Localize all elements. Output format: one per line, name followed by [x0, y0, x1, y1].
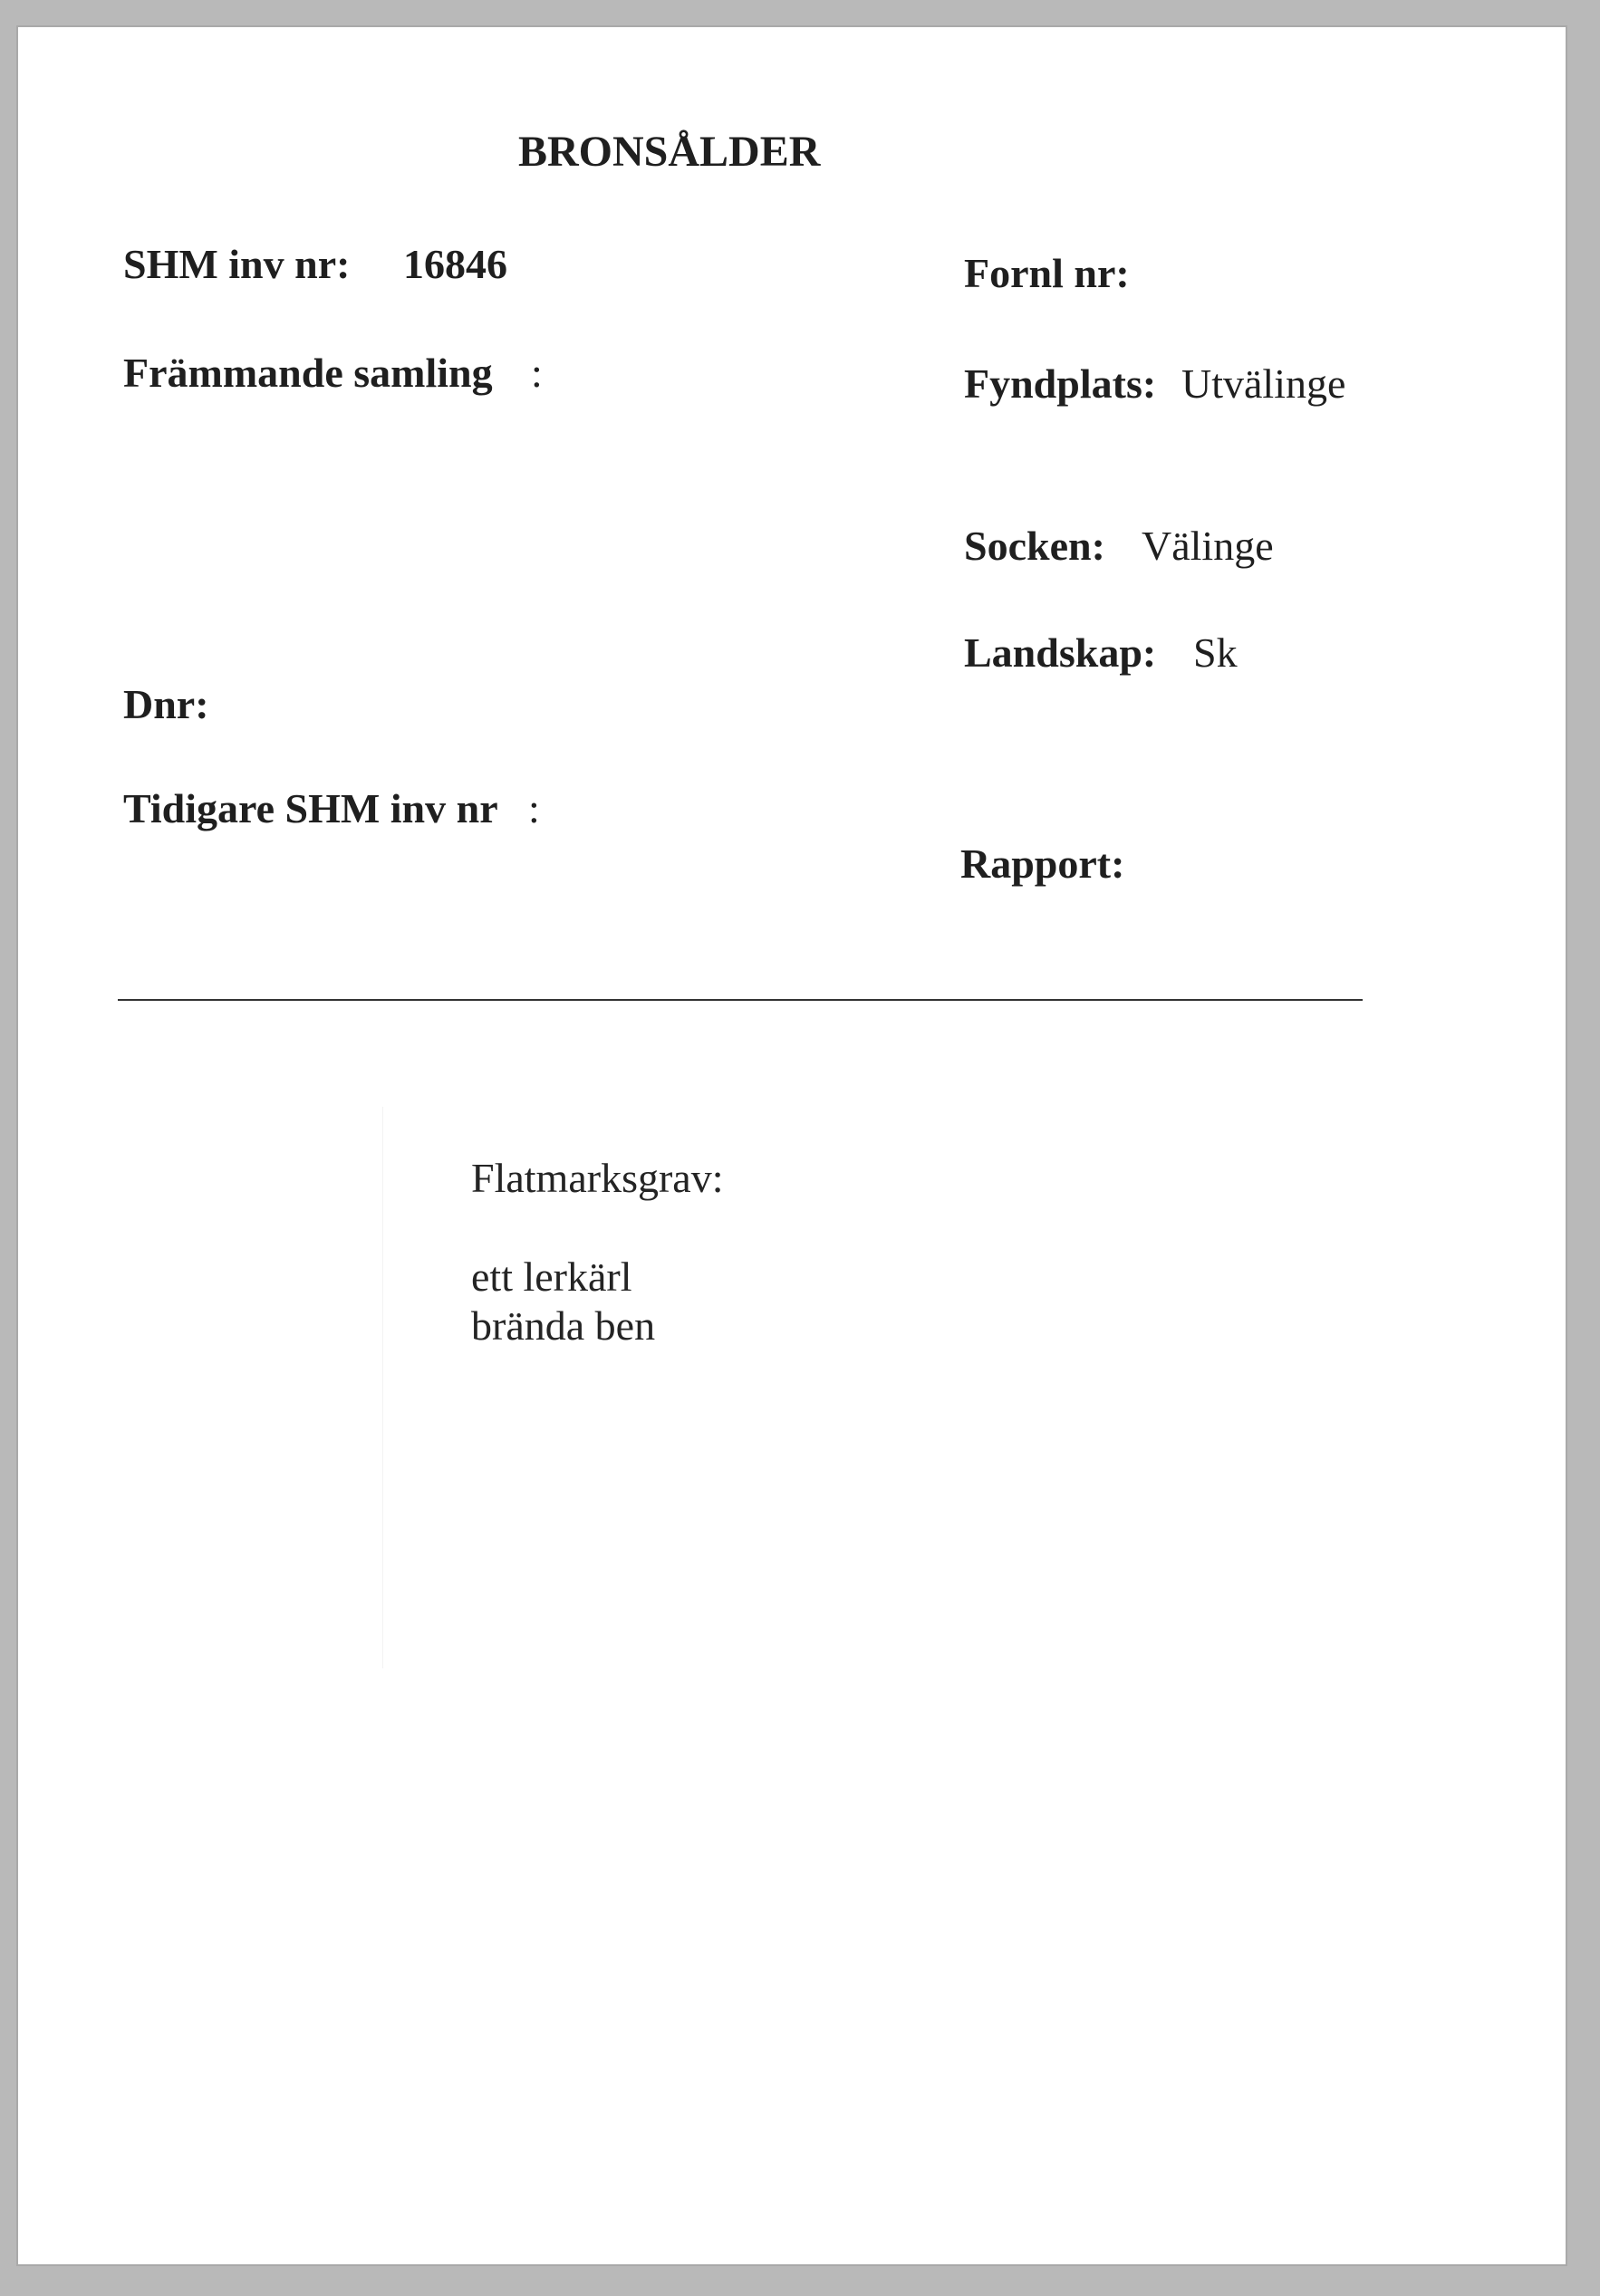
landskap-label: Landskap:	[964, 629, 1157, 676]
fyndplats-label: Fyndplats:	[964, 360, 1157, 407]
find-item-2: brända ben	[471, 1302, 656, 1349]
find-item-1: ett lerkärl	[471, 1254, 632, 1301]
document-title: BRONSÅLDER	[518, 128, 821, 176]
find-type-heading: Flatmarksgrav:	[471, 1155, 724, 1201]
dnr-label: Dnr:	[123, 681, 209, 727]
tidigare-shm-inv-nr-colon: :	[528, 785, 540, 831]
document-page	[18, 27, 1566, 2264]
frammande-samling-colon: :	[531, 350, 543, 396]
find-description	[471, 1154, 724, 1350]
frammande-samling-label: Främmande samling	[123, 350, 493, 396]
fyndplats-value: Utvälinge	[1181, 360, 1346, 407]
landskap-value: Sk	[1193, 629, 1238, 676]
tidigare-shm-inv-nr-label: Tidigare SHM inv nr	[123, 785, 498, 831]
socken-label: Socken:	[964, 523, 1105, 569]
socken-value: Välinge	[1142, 523, 1274, 569]
rapport-label: Rapport:	[960, 841, 1125, 887]
horizontal-divider	[118, 999, 1363, 1001]
shm-inv-nr-label: SHM inv nr:	[123, 241, 351, 287]
scan-artifact-line	[382, 1107, 383, 1668]
fornl-nr-label: Fornl nr:	[964, 250, 1130, 296]
shm-inv-nr-value: 16846	[403, 241, 507, 287]
